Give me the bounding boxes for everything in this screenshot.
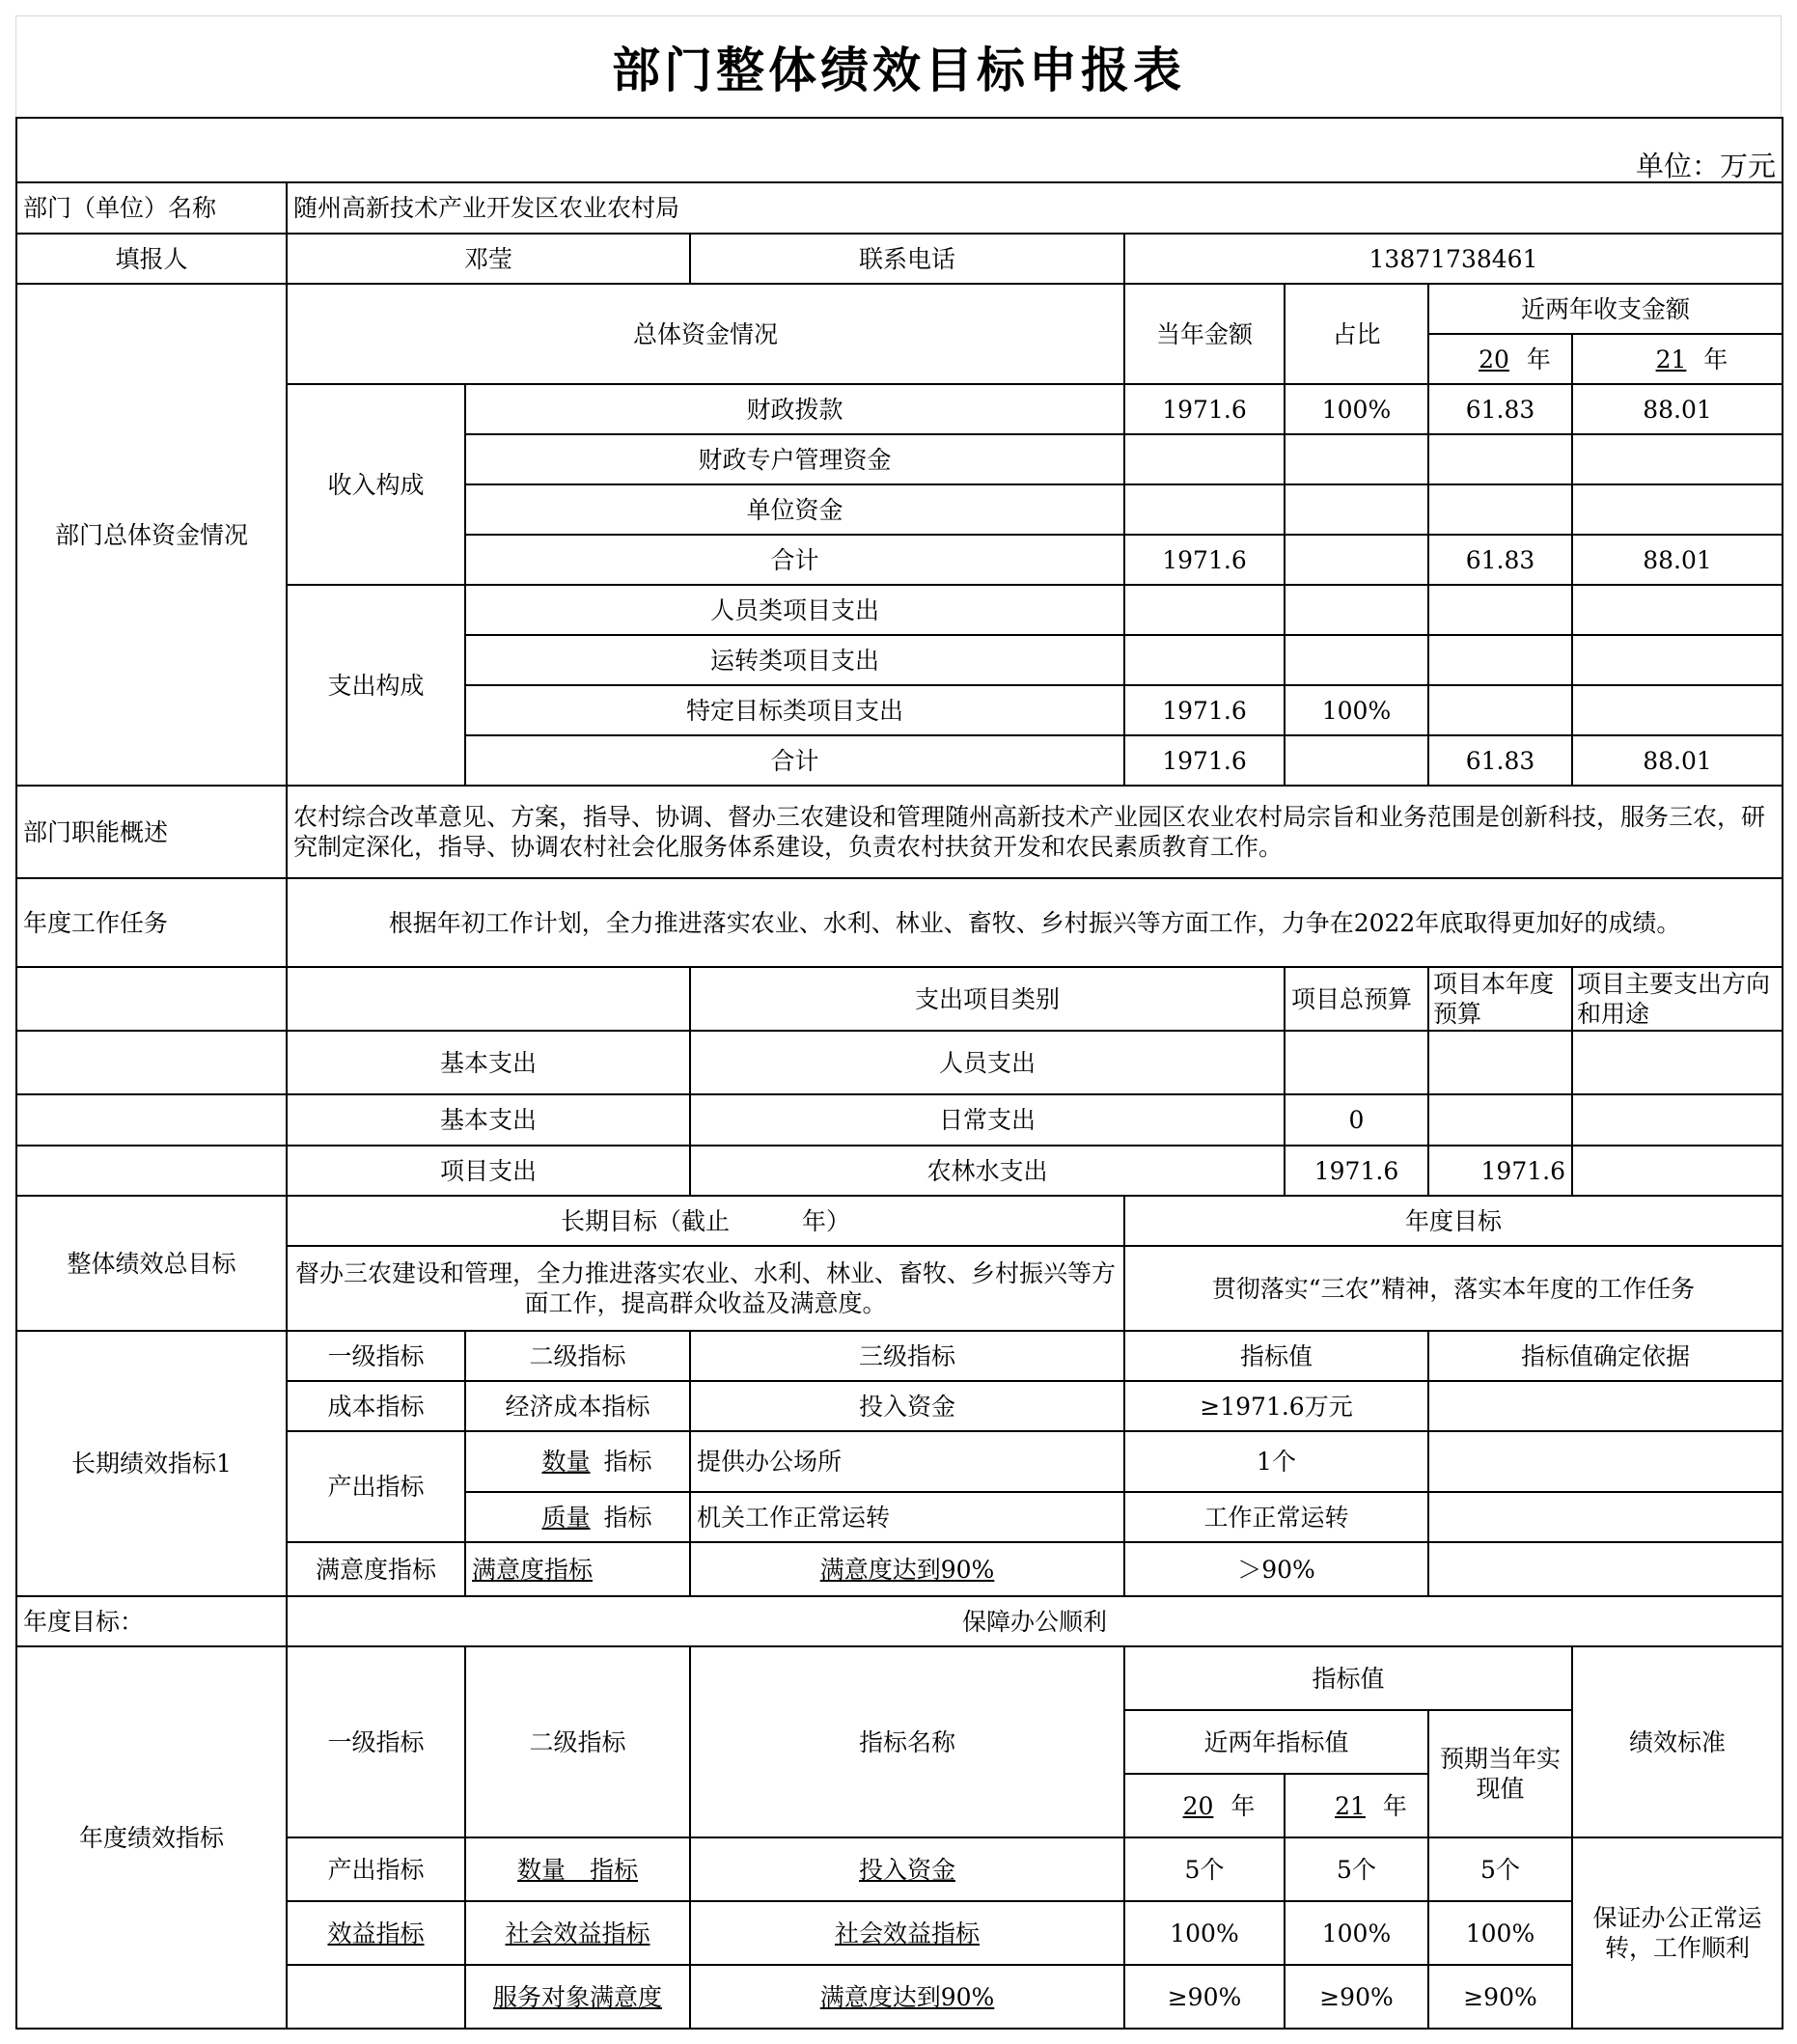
expense-row-name: 合计 [465,735,1124,786]
expense-row-current: 1971.6 [1124,685,1285,735]
income-row-current [1124,484,1285,535]
lt-satisfaction-value: ＞90% [1124,1542,1428,1596]
lt-h-value: 指标值 [1124,1331,1428,1381]
lt-satisfaction-l1: 满意度指标 [287,1542,465,1596]
ap-standard: 保证办公正常运转，工作顺利 [1572,1837,1783,2029]
ap-row-l2: 服务对象满意度 [492,1982,662,2011]
income-row-ratio [1285,434,1428,484]
comment-marker-icon [1575,383,1583,384]
ap-h-name: 指标名称 [690,1646,1124,1837]
annual-goal-label: 年度目标： [16,1596,287,1646]
lt-output-basis [1428,1431,1783,1492]
lt-cost-l1: 成本指标 [287,1381,465,1431]
income-row-name: 财政拨款 [465,384,1124,434]
project-row-blank [16,1146,287,1196]
expense-row-y1 [1428,635,1572,685]
expense-row-ratio [1285,735,1428,786]
lt-output-l3: 提供办公场所 [690,1431,1124,1492]
expense-row-y1: 61.83 [1428,735,1572,786]
lt-output-value: 1个 [1124,1431,1428,1492]
project-row-type: 基本支出 [287,1094,690,1146]
lt-satisfaction-basis [1428,1542,1783,1596]
ap-h-recent: 近两年指标值 [1124,1710,1428,1774]
ap-year2-suffix: 年 [1382,1791,1407,1820]
ap-row-v3: ≥90% [1428,1965,1572,2029]
annual-goal-header: 年度目标 [1124,1196,1783,1246]
page-title: 部门整体绩效目标申报表 [612,41,1185,98]
funds-col-current: 当年金额 [1124,284,1285,384]
lt-output-l2 [465,1431,690,1492]
lt-h-level2: 二级指标 [465,1331,690,1381]
expense-row-y2 [1572,635,1783,685]
title-box [15,15,1782,117]
income-row-y2 [1572,434,1783,484]
expense-row-ratio [1285,635,1428,685]
income-row-name: 财政专户管理资金 [465,434,1124,484]
income-row-ratio [1285,484,1428,535]
ap-row-name: 投入资金 [858,1855,955,1884]
ap-row-l1: 效益指标 [327,1919,425,1947]
annual-goal-text: 贯彻落实“三农”精神，落实本年度的工作任务 [1124,1246,1783,1331]
lt-satisfaction-l2-cell [465,1542,690,1596]
project-row-category: 日常支出 [690,1094,1285,1146]
ap-row-name-cell [690,1901,1124,1965]
income-row-name: 合计 [465,535,1124,585]
lt-output-l2 [465,1492,690,1542]
ap-row-v1: ≥90% [1124,1965,1285,2029]
annual-task-label: 年度工作任务 [16,878,287,967]
ap-year2: 21 [1335,1791,1366,1820]
ap-h-level2: 二级指标 [465,1646,690,1837]
funds-col-ratio: 占比 [1285,284,1428,384]
lt-output-value: 工作正常运转 [1124,1492,1428,1542]
income-row-current [1124,434,1285,484]
comment-marker-icon [1431,383,1439,384]
funds-col-recent: 近两年收支金额 [1428,284,1783,334]
ap-row-name-cell [690,1965,1124,2029]
annual-task-text: 根据年初工作计划，全力推进落实农业、水利、林业、畜牧、乡村振兴等方面工作，力争在2022年底取得更加好的成绩。 [287,878,1783,967]
income-row-ratio: 100% [1285,384,1428,434]
income-row-current: 1971.6 [1124,384,1285,434]
ap-row-l1: 产出指标 [287,1837,465,1901]
income-row-current: 1971.6 [1124,535,1285,585]
funds-year2: 21 [1655,345,1687,373]
expense-row-current [1124,585,1285,635]
filler-value: 邓莹 [287,234,690,284]
project-row-blank [16,1094,287,1146]
funds-section-label: 部门总体资金情况 [16,284,287,786]
unit-label: 单位：万元 [16,118,1783,182]
funds-header: 总体资金情况 [287,284,1124,384]
income-row-y1: 61.83 [1428,535,1572,585]
expense-row-name: 人员类项目支出 [465,585,1124,635]
report-sheet [15,15,1782,2030]
lt-h-level1: 一级指标 [287,1331,465,1381]
projects-header-blank [16,967,287,1031]
long-term-label: 长期绩效指标1 [16,1331,287,1596]
income-row-y1 [1428,434,1572,484]
ap-row-v3: 5个 [1428,1837,1572,1901]
project-row-category: 农林水支出 [690,1146,1285,1196]
project-row-blank [16,1031,287,1094]
expense-row-ratio [1285,585,1428,635]
lt-output-l2a: 质量 [541,1503,591,1532]
lt-output-basis [1428,1492,1783,1542]
ap-row-v2: 100% [1285,1901,1428,1965]
function-overview-label: 部门职能概述 [16,786,287,878]
ap-row-v3: 100% [1428,1901,1572,1965]
ap-row-l1 [287,1965,465,2029]
lt-h-level3: 三级指标 [690,1331,1124,1381]
projects-col-category: 支出项目类别 [690,967,1285,1031]
annual-goal-value: 保障办公顺利 [287,1596,1783,1646]
income-row-y2: 88.01 [1572,535,1783,585]
overall-goal-label: 整体绩效总目标 [16,1196,287,1331]
project-row-year: 1971.6 [1428,1146,1572,1196]
ap-year2-cell [1285,1774,1428,1837]
lt-cost-value: ≥1971.6万元 [1124,1381,1428,1431]
projects-header-type [287,967,690,1031]
dept-name-label: 部门（单位）名称 [16,182,287,234]
expense-row-name: 运转类项目支出 [465,635,1124,685]
project-row-year [1428,1031,1572,1094]
ap-row-v2: 5个 [1285,1837,1428,1901]
ap-row-name: 满意度达到90% [819,1982,995,2011]
income-row-name: 单位资金 [465,484,1124,535]
lt-cost-basis [1428,1381,1783,1431]
expense-row-y2: 88.01 [1572,735,1783,786]
annual-perf-label: 年度绩效指标 [16,1646,287,2029]
ap-row-l2: 数量 指标 [516,1855,638,1884]
lt-satisfaction-l3-cell [690,1542,1124,1596]
ap-h-expected: 预期当年实现值 [1428,1710,1572,1837]
project-row-total [1285,1031,1428,1094]
project-row-year [1428,1094,1572,1146]
lt-cost-l3: 投入资金 [690,1381,1124,1431]
income-label: 收入构成 [287,384,465,585]
ap-row-l2-cell [465,1837,690,1901]
ap-row-l2: 社会效益指标 [505,1919,650,1947]
ap-year1-cell [1124,1774,1285,1837]
projects-col-total: 项目总预算 [1285,967,1428,1031]
phone-label: 联系电话 [690,234,1124,284]
income-row-y2: 88.01 [1572,384,1783,434]
project-row-purpose [1572,1146,1783,1196]
project-row-purpose [1572,1031,1783,1094]
lt-output-l3: 机关工作正常运转 [690,1492,1124,1542]
lt-satisfaction-l2: 满意度指标 [472,1555,594,1584]
ap-h-standard: 绩效标准 [1572,1646,1783,1837]
funds-year1: 20 [1479,345,1509,373]
ap-h-level1: 一级指标 [287,1646,465,1837]
expense-row-y1 [1428,585,1572,635]
project-row-total: 1971.6 [1285,1146,1428,1196]
ap-year1-suffix: 年 [1230,1791,1256,1820]
ap-row-l1-cell [287,1901,465,1965]
income-row-y1 [1428,484,1572,535]
income-row-y1: 61.83 [1428,384,1572,434]
project-row-purpose [1572,1094,1783,1146]
function-overview-text: 农村综合改革意见、方案，指导、协调、督办三农建设和管理随州高新技术产业园区农业农村局宗旨和业务范围是创新科技，服务三农，研究制定深化，指导、协调农村社会化服务体系建设，负责农村扶贫开发和农民素质教育工作。 [287,786,1783,878]
ap-row-name-cell [690,1837,1124,1901]
lt-output-label: 产出指标 [287,1431,465,1542]
lt-h-basis: 指标值确定依据 [1428,1331,1783,1381]
ap-row-name: 社会效益指标 [834,1919,980,1947]
funds-year2-cell [1572,334,1783,384]
ap-row-v1: 100% [1124,1901,1285,1965]
ap-h-value: 指标值 [1124,1646,1572,1710]
lt-output-l2a: 数量 [541,1448,591,1476]
project-row-type: 项目支出 [287,1146,690,1196]
funds-year2-suffix: 年 [1703,345,1728,373]
project-row-total: 0 [1285,1094,1428,1146]
funds-year1-cell [1428,334,1572,384]
lt-satisfaction-l3: 满意度达到90% [819,1555,995,1584]
phone-value: 13871738461 [1124,234,1783,284]
projects-col-purpose: 项目主要支出方向和用途 [1572,967,1783,1031]
expense-row-current: 1971.6 [1124,735,1285,786]
projects-col-year: 项目本年度预算 [1428,967,1572,1031]
expense-label: 支出构成 [287,585,465,786]
expense-row-current [1124,635,1285,685]
expense-row-ratio: 100% [1285,685,1428,735]
report-table [15,117,1783,2030]
ap-year1: 20 [1182,1791,1214,1820]
ap-row-v2: ≥90% [1285,1965,1428,2029]
funds-year1-suffix: 年 [1526,345,1551,373]
expense-row-name: 特定目标类项目支出 [465,685,1124,735]
lt-output-l2b: 指标 [603,1503,652,1532]
income-row-ratio [1285,535,1428,585]
dept-name-value: 随州高新技术产业开发区农业农村局 [287,182,1783,234]
lt-output-l2b: 指标 [603,1448,652,1476]
income-row-y2 [1572,484,1783,535]
filler-label: 填报人 [16,234,287,284]
lt-cost-l2: 经济成本指标 [465,1381,690,1431]
ap-row-l2-cell [465,1901,690,1965]
long-goal-header: 长期目标（截止 年） [287,1196,1124,1246]
project-row-category: 人员支出 [690,1031,1285,1094]
expense-row-y2 [1572,685,1783,735]
project-row-type: 基本支出 [287,1031,690,1094]
expense-row-y2 [1572,585,1783,635]
ap-row-v1: 5个 [1124,1837,1285,1901]
ap-row-l2-cell [465,1965,690,2029]
long-goal-text: 督办三农建设和管理，全力推进落实农业、水利、林业、畜牧、乡村振兴等方面工作，提高群众收益及满意度。 [287,1246,1124,1331]
expense-row-y1 [1428,685,1572,735]
